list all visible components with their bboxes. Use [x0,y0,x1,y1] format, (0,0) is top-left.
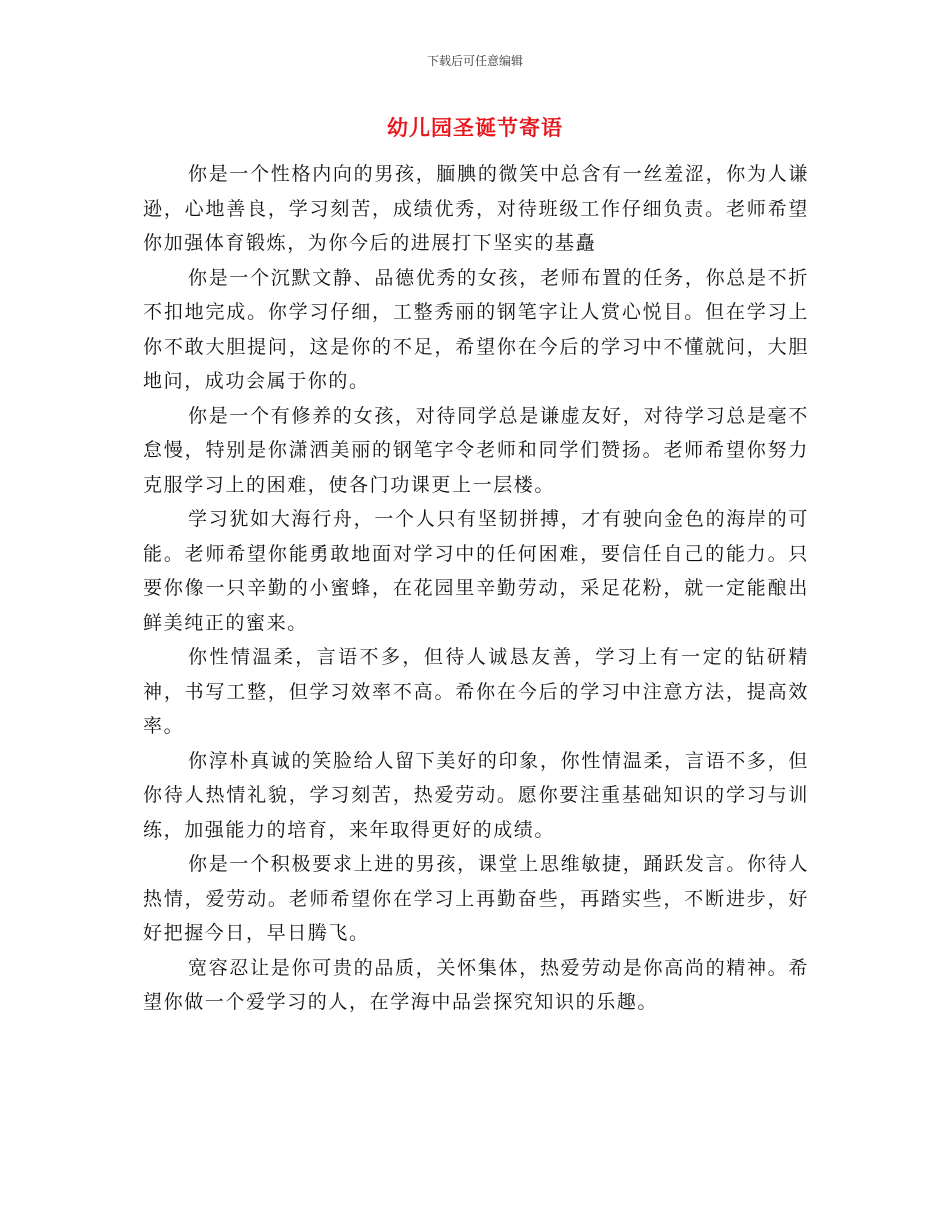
paragraph-1: 你是一个性格内向的男孩，腼腆的微笑中总含有一丝羞涩，你为人谦逊，心地善良，学习刻苦，成绩优秀，对待班级工作仔细负责。老师希望你加强体育锻炼，为你今后的进展打下坚实的基矗 [143,163,809,254]
paragraph-8: 宽容忍让是你可贵的品质，关怀集体，热爱劳动是你高尚的精神。希望你做一个爱学习的人，在学海中品尝探究知识的乐趣。 [143,956,809,1013]
paragraph-7: 你是一个积极要求上进的男孩，课堂上思维敏捷，踊跃发言。你待人热情，爱劳动。老师希望你在学习上再勤奋些，再踏实些，不断进步，好好把握今日，早日腾飞。 [143,853,809,944]
paragraph-5: 你性情温柔，言语不多，但待人诚恳友善，学习上有一定的钻研精神，书写工整，但学习效率不高。希你在今后的学习中注意方法，提高效率。 [143,646,809,737]
document-title: 幼儿园圣诞节寄语 [387,116,563,140]
paragraph-4: 学习犹如大海行舟，一个人只有坚韧拼搏，才有驶向金色的海岸的可能。老师希望你能勇敢地面对学习中的任何困难，要信任自己的能力。只要你像一只辛勤的小蜜蜂，在花园里辛勤劳动，采足花粉，就一定能酿出鲜美纯正的蜜来。 [143,508,809,634]
document-body [143,157,809,1020]
paragraph-6: 你淳朴真诚的笑脸给人留下美好的印象，你性情温柔，言语不多，但你待人热情礼貌，学习刻苦，热爱劳动。愿你要注重基础知识的学习与训练，加强能力的培育，来年取得更好的成绩。 [143,749,809,841]
paragraph-3: 你是一个有修养的女孩，对待同学总是谦虚友好，对待学习总是毫不怠慢，特别是你潇洒美丽的钢笔字令老师和同学们赞扬。老师希望你努力克服学习上的困难，使各门功课更上一层楼。 [143,404,809,496]
paragraph-2: 你是一个沉默文静、品德优秀的女孩，老师布置的任务，你总是不折不扣地完成。你学习仔细，工整秀丽的钢笔字让人赏心悦目。但在学习上你不敢大胆提问，这是你的不足，希望你在今后的学习中不懂就问，大胆地问，成功会属于你的。 [143,266,809,392]
page-header-note: 下载后可任意编辑 [426,54,523,68]
